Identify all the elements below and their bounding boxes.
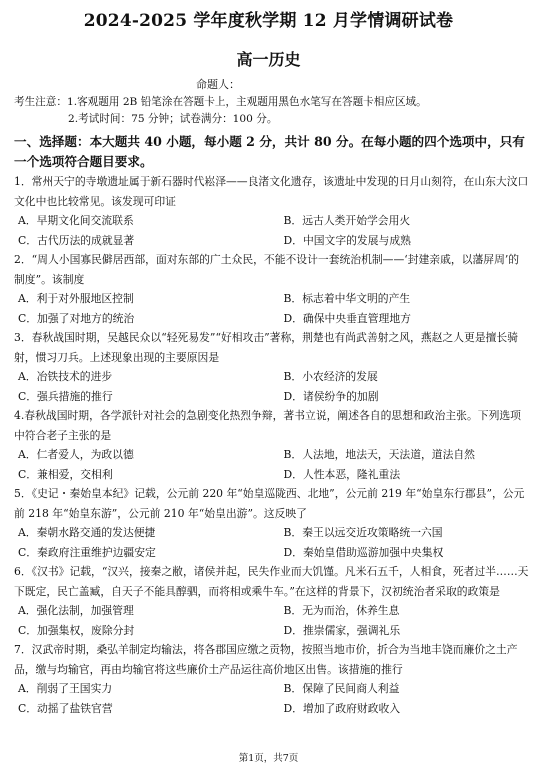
option-d: D．人性本恶，隆礼重法 (283, 467, 401, 481)
question-text: 1．常州天宁的寺墩遗址属于新石器时代崧泽——良渚文化遗存，该遗址中发现的日月山刻符，在山东大汶口文化中也比较常见。该发现可印证 (14, 175, 529, 208)
exam-subject: 高一历史 (236, 50, 301, 69)
option-b: B．人法地，地法天，天法道，道法自然 (283, 448, 475, 462)
notice-line-1: 考生注意：1.客观题用 2B 铅笔涂在答题卡上，主观题用黑色水笔写在答题卡相应区域。 (14, 96, 427, 108)
option-b: B．保障了民间商人利益 (283, 682, 400, 696)
option-d: D．中国文字的发展与成熟 (283, 233, 411, 247)
option-a: A．削弱了王国实力 (18, 682, 113, 696)
question-list (14, 172, 529, 718)
exam-title: 2024-2025 学年度秋学期 12 月学情调研试卷 (83, 11, 454, 31)
option-c: C．秦政府注重维护边疆安定 (18, 545, 156, 559)
option-a: A．仁者爱人，为政以德 (18, 448, 134, 462)
option-b: B．小农经济的发展 (283, 370, 378, 384)
option-c: C．古代历法的成就显著 (18, 233, 135, 247)
question-6 (14, 562, 529, 640)
option-b: B．秦王以远交近攻策略统一六国 (283, 526, 443, 540)
option-d: D．诸侯纷争的加剧 (283, 389, 379, 403)
question-5 (14, 484, 529, 562)
option-d: D．确保中央垂直管理地方 (283, 311, 411, 325)
question-text: 4.春秋战国时期，各学派针对社会的急剧变化热烈争辩，著书立说，阐述各自的思想和政治主张。下列选项中符合老子主张的是 (14, 409, 521, 442)
option-b: B．无为而治，休养生息 (283, 604, 400, 618)
option-d: D．增加了政府财政收入 (283, 701, 401, 715)
option-a: A．早期文化间交流联系 (18, 214, 134, 228)
question-text: 7．汉武帝时期，桑弘羊制定均输法，将各郡国应缴之贡物，按照当地市价，折合为当地丰饶而廉价之土产品，缴与均输官，再由均输官将这些廉价土产品运往高价地区出售。该措施的推行 (14, 643, 518, 676)
option-c: C．强兵措施的推行 (18, 389, 113, 403)
option-d: D．推崇儒家，强调礼乐 (283, 623, 401, 637)
option-c: C．兼相爱，交相利 (18, 467, 113, 481)
section-heading: 一、选择题：本大题共 40 小题，每小题 2 分，共计 80 分。在每小题的四个选项中，只有一个选项符合题目要求。 (14, 134, 525, 169)
author-label: 命题人： (196, 78, 240, 91)
question-text: 2．“周人小国寡民僻居西部，面对东部的广土众民，不能不设计一套统治机制——‘封建亲戚，以藩屏周’的制度”。该制度 (14, 253, 520, 286)
option-c: C．加强了对地方的统治 (18, 311, 135, 325)
question-3 (14, 328, 529, 406)
question-7 (14, 640, 529, 718)
option-a: A．利于对外服地区控制 (18, 292, 134, 306)
option-c: C．动摇了盐铁官营 (18, 701, 113, 715)
question-2 (14, 250, 529, 328)
option-b: B．远古人类开始学会用火 (283, 214, 411, 228)
option-c: C．加强集权，废除分封 (18, 623, 135, 637)
option-b: B．标志着中华文明的产生 (283, 292, 411, 306)
page-number: 第1页，共7页 (238, 753, 299, 764)
exam-notice (14, 94, 529, 128)
option-a: A．强化法制，加强管理 (18, 604, 134, 618)
question-text: 3．春秋战国时期，吴越民众以“轻死易发”“好相攻击”著称，荆楚也有尚武善射之风，燕赵之人更是擅长骑射，惯习刀兵。上述现象出现的主要原因是 (14, 331, 519, 364)
question-text: 5．《史记・秦始皇本纪》记载，公元前 220 年“始皇巡陇西、北地”，公元前 219 年“始皇东行郡县”，公元前 218 年“始皇东游”，公元前 210 年“始皇出游”。这反映了 (14, 487, 525, 520)
notice-line-2: 2.考试时间：75 分钟；试卷满分：100 分。 (68, 113, 278, 125)
option-a: A．秦朝水路交通的发达便捷 (18, 526, 156, 540)
option-a: A．冶铁技术的进步 (18, 370, 113, 384)
question-1 (14, 172, 529, 250)
question-4 (14, 406, 529, 484)
question-text: 6．《汉书》记载，“汉兴，接秦之敝，诸侯并起，民失作业而大饥馑。凡米石五千，人相食，死者过半……天下既定，民亡盖臧，自天子不能具醇驷，而将相或乘牛车。”在这样的背景下，汉初统治者采取的政策是 (14, 565, 529, 598)
option-d: D．秦始皇借助巡游加强中央集权 (283, 545, 444, 559)
